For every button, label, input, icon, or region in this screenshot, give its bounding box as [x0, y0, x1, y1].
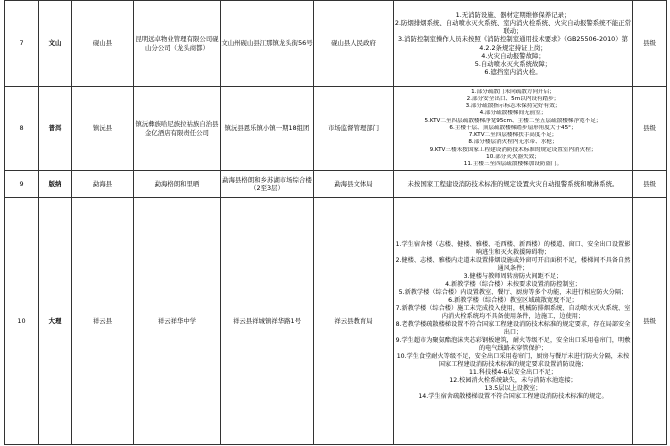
city-name: 版纳 — [39, 171, 72, 198]
unit-name: 勐海格朗和里晒 — [134, 171, 221, 198]
hazard-item: 8.老教学楼疏散楼梯设置不符合国家工程建设消防技术标准的规定要求，存在局部安全出口； — [395, 321, 631, 336]
table-row — [5, 87, 667, 171]
row-number: 10 — [5, 198, 39, 445]
row-number: 7 — [5, 1, 39, 87]
hazard-item: 2.防烟排烟系统、自动喷水灭火系统、室内消火栓系统、火灾自动报警系统不能正常联动； — [394, 19, 632, 36]
table-row — [5, 198, 667, 445]
supervision-level: 县级 — [633, 171, 667, 198]
hazard-item: 6.主楼十层、顶层疏散楼梯踏步扇形角度大于45°； — [449, 124, 577, 131]
hazard-item: 7.KTV二至四层楼梯扶手高度不足； — [468, 132, 558, 139]
supervising-dept: 市场监督管理部门 — [314, 87, 394, 171]
hazard-item: 2.健楼、志楼、雅楼内走道未设置排烟设施或外窗可开启面积不足，楼梯间不具备自然通风条件； — [395, 257, 631, 272]
unit-address: 勐海县格朗和乡苏湖市场综合楼（2至3层） — [221, 171, 314, 198]
hazard-item: 5.KTV二至四层疏散楼梯净宽95cm、主楼二至五层疏散楼梯净宽不足； — [424, 117, 602, 124]
county-name: 祥云县 — [72, 198, 134, 445]
hazard-item: 4.火灾自动报警故障； — [481, 51, 545, 60]
hazard-item: 6.新教学楼（综合楼）教室区域疏散宽度不足； — [448, 297, 578, 304]
hazard-item: 6.遮挡室内消火栓。 — [484, 67, 542, 76]
city-name: 文山 — [39, 1, 72, 87]
hazard-item: 13.5层以上设教室； — [484, 385, 542, 392]
county-name: 砚山县 — [72, 1, 134, 87]
hazard-list — [394, 1, 633, 87]
hazard-item: 11.主楼三至四层疏散楼梯加设防盗门。 — [463, 160, 563, 167]
unit-address: 文山州砚山县江那镇龙头街56号 — [221, 1, 314, 87]
hazard-item: 8.部分楼层消火栓内无水带、水枪； — [468, 139, 558, 146]
hazard-item: 14.学生宿舍疏散楼梯设置不符合国家工程建设消防技术标准的规定。 — [418, 393, 608, 400]
hazard-item: 4.部分疏散楼梯间无前室； — [479, 110, 547, 117]
rectification-table — [4, 0, 667, 445]
table-row — [5, 171, 667, 198]
hazard-list — [394, 87, 633, 171]
hazard-item: 3.消防控制室操作人员未按照《消防控制室通用技术要求》（GB25506-2010）第4.2.2条规定持证上岗； — [397, 35, 629, 52]
unit-address: 镇沅县恩乐镇小镇一期18组团 — [221, 87, 314, 171]
hazard-item: 7.新教学楼（综合楼）施工未完成投入使用，机械防排烟系统、自动喷水灭火系统、室内消火栓系统均不具备使用条件，边施工，边使用； — [395, 305, 631, 320]
row-number: 9 — [5, 171, 39, 198]
unit-name: 镇沅彝族哈尼族拉祜族自治县金亿酒店有限责任公司 — [134, 87, 221, 171]
hazard-item: 11.科技楼4-6层安全出口不足； — [468, 369, 557, 376]
hazard-item: 4.新教学楼（综合楼）未按要求设置消防控制室； — [445, 281, 581, 288]
city-name: 大理 — [39, 198, 72, 445]
unit-address: 祥云县祥城镇祥华路1号 — [221, 198, 314, 445]
hazard-list — [394, 198, 633, 445]
hazard-item: 9.KTV三楼未按国家工程建设消防技术标准的规定设置室内消火栓； — [429, 146, 597, 153]
hazard-item: 3.健楼与教师周转房防火间距不足； — [463, 273, 563, 280]
supervising-dept: 砚山县人民政府 — [314, 1, 394, 87]
supervising-dept: 祥云县教育局 — [314, 198, 394, 445]
hazard-item: 1.部分疏散门未向疏散方向开启； — [471, 88, 555, 95]
hazard-list — [394, 171, 633, 198]
hazard-item: 12.校园消火栓系统缺失，未与消防水池连接； — [449, 377, 577, 384]
hazard-item: 未按国家工程建设消防技术标准的规定设置火灾自动报警系统和喷淋系统。 — [407, 179, 619, 188]
supervising-dept: 勐海县文体局 — [314, 171, 394, 198]
hazard-item: 1.无消防设施、器材定期维修保养记录； — [455, 11, 571, 20]
hazard-item: 5.新教学楼（综合楼）内设置教室、餐厅、厨房等多个功能，未进行相应防火分隔； — [398, 289, 628, 296]
city-name: 普洱 — [39, 87, 72, 171]
hazard-item: 10.学生食堂耐火等级不足，安全出口采用卷帘门，厨房与餐厅未进行防火分隔，未按国家工程建设消防技术标准的规定要求设置消防设施； — [396, 353, 630, 368]
row-number: 8 — [5, 87, 39, 171]
hazard-item: 1.学生宿舍楼（志楼、健楼、雅楼、毛西楼、新西楼）的楼道、窗口、安全出口设置影响逃生和灭火救援障碍物； — [395, 241, 631, 256]
table-row — [5, 1, 667, 87]
hazard-item: 10.部分灭火器失效； — [486, 153, 540, 160]
unit-name: 昆明远卓物业管理有限公司砚山分公司（龙头商都） — [134, 1, 221, 87]
supervision-level: 县级 — [633, 198, 667, 445]
supervision-level: 县级 — [633, 87, 667, 171]
county-name: 勐海县 — [72, 171, 134, 198]
hazard-item: 5.自动喷水灭火系统故障； — [474, 59, 552, 68]
unit-name: 祥云祥华中学 — [134, 198, 221, 445]
hazard-item: 9.学生超市为聚氨酯泡沫夹芯彩钢板建筑，耐火等级不足，安全出口采用卷帘门，明敷的电气线路未穿管保护； — [395, 337, 631, 352]
county-name: 镇沅县 — [72, 87, 134, 171]
hazard-item: 3.部分疏散指示标志未保持完好有效； — [465, 103, 561, 110]
supervision-level: 县级 — [633, 1, 667, 87]
hazard-item: 2.部分安全出口、5m以内设有踏步； — [466, 96, 560, 103]
